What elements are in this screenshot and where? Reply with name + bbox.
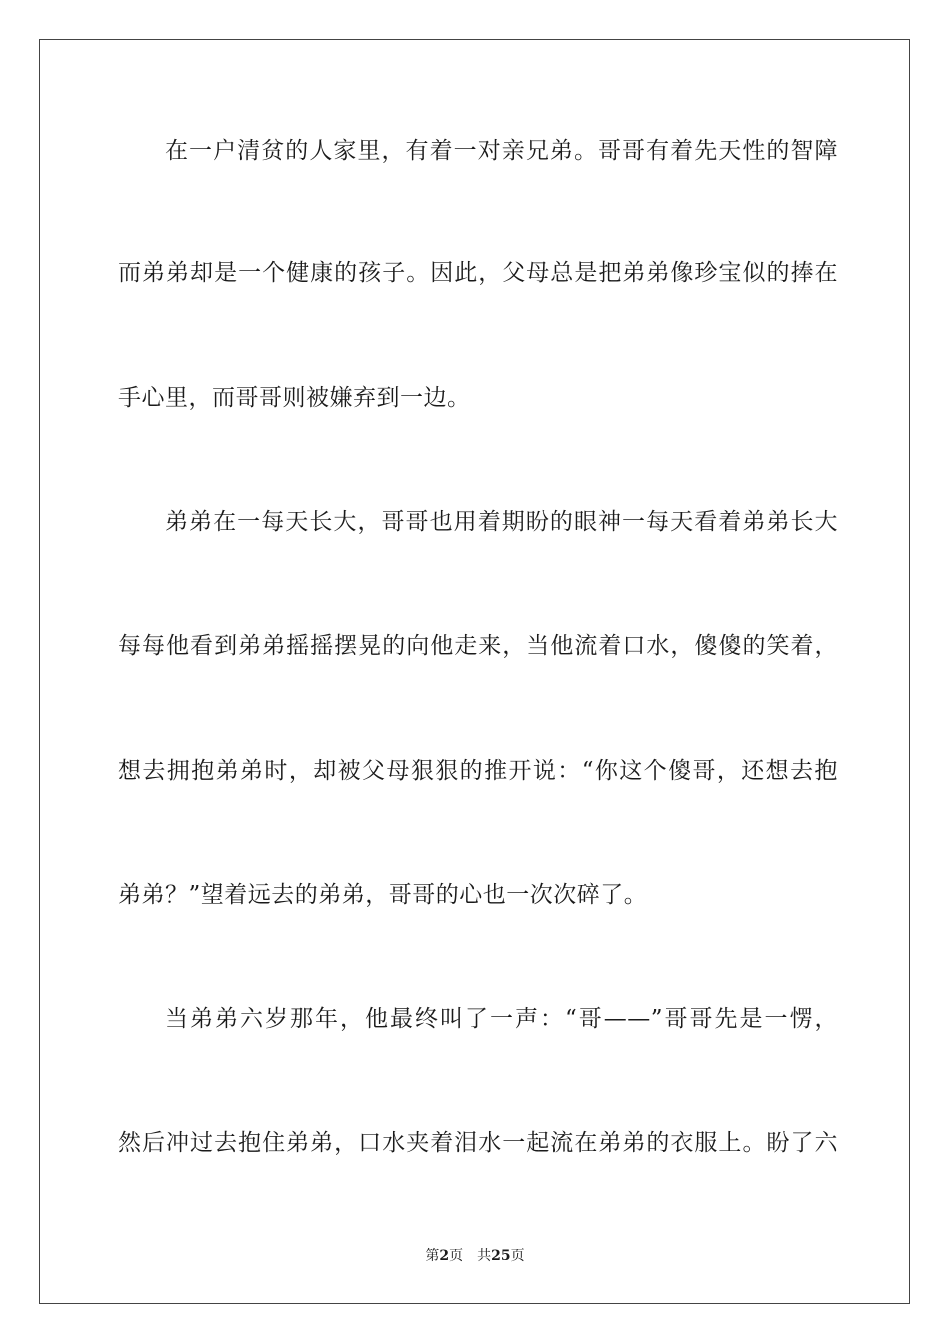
text-line-4: 弟弟在一每天长大，哥哥也用着期盼的眼神一每天看着弟弟长大 xyxy=(165,509,838,535)
page-suffix: 页 xyxy=(449,1248,464,1264)
text-line-1: 在一户清贫的人家里，有着一对亲兄弟。哥哥有着先天性的智障 xyxy=(165,138,838,164)
total-pages: 25 xyxy=(491,1248,511,1264)
text-line-8: 当弟弟六岁那年，他最终叫了一声：“哥——”哥哥先是一愣， xyxy=(165,1006,838,1032)
text-line-9: 然后冲过去抱住弟弟，口水夹着泪水一起流在弟弟的衣服上。盼了六 xyxy=(118,1130,838,1156)
text-line-2: 而弟弟却是一个健康的孩子。因此，父母总是把弟弟像珍宝似的捧在 xyxy=(118,260,838,286)
total-prefix: 共 xyxy=(477,1248,492,1264)
page-footer xyxy=(0,1246,950,1266)
total-suffix: 页 xyxy=(510,1248,525,1264)
page-number: 2 xyxy=(439,1248,450,1264)
text-line-6: 想去拥抱弟弟时，却被父母狠狠的推开说：“你这个傻哥，还想去抱 xyxy=(118,758,838,784)
page-prefix: 第 xyxy=(425,1248,440,1264)
text-line-5: 每每他看到弟弟摇摇摆晃的向他走来，当他流着口水，傻傻的笑着， xyxy=(118,633,838,659)
page-frame xyxy=(39,39,910,1304)
text-line-3: 手心里，而哥哥则被嫌弃到一边。 xyxy=(118,385,471,411)
text-line-7: 弟弟？”望着远去的弟弟，哥哥的心也一次次碎了。 xyxy=(118,882,648,908)
